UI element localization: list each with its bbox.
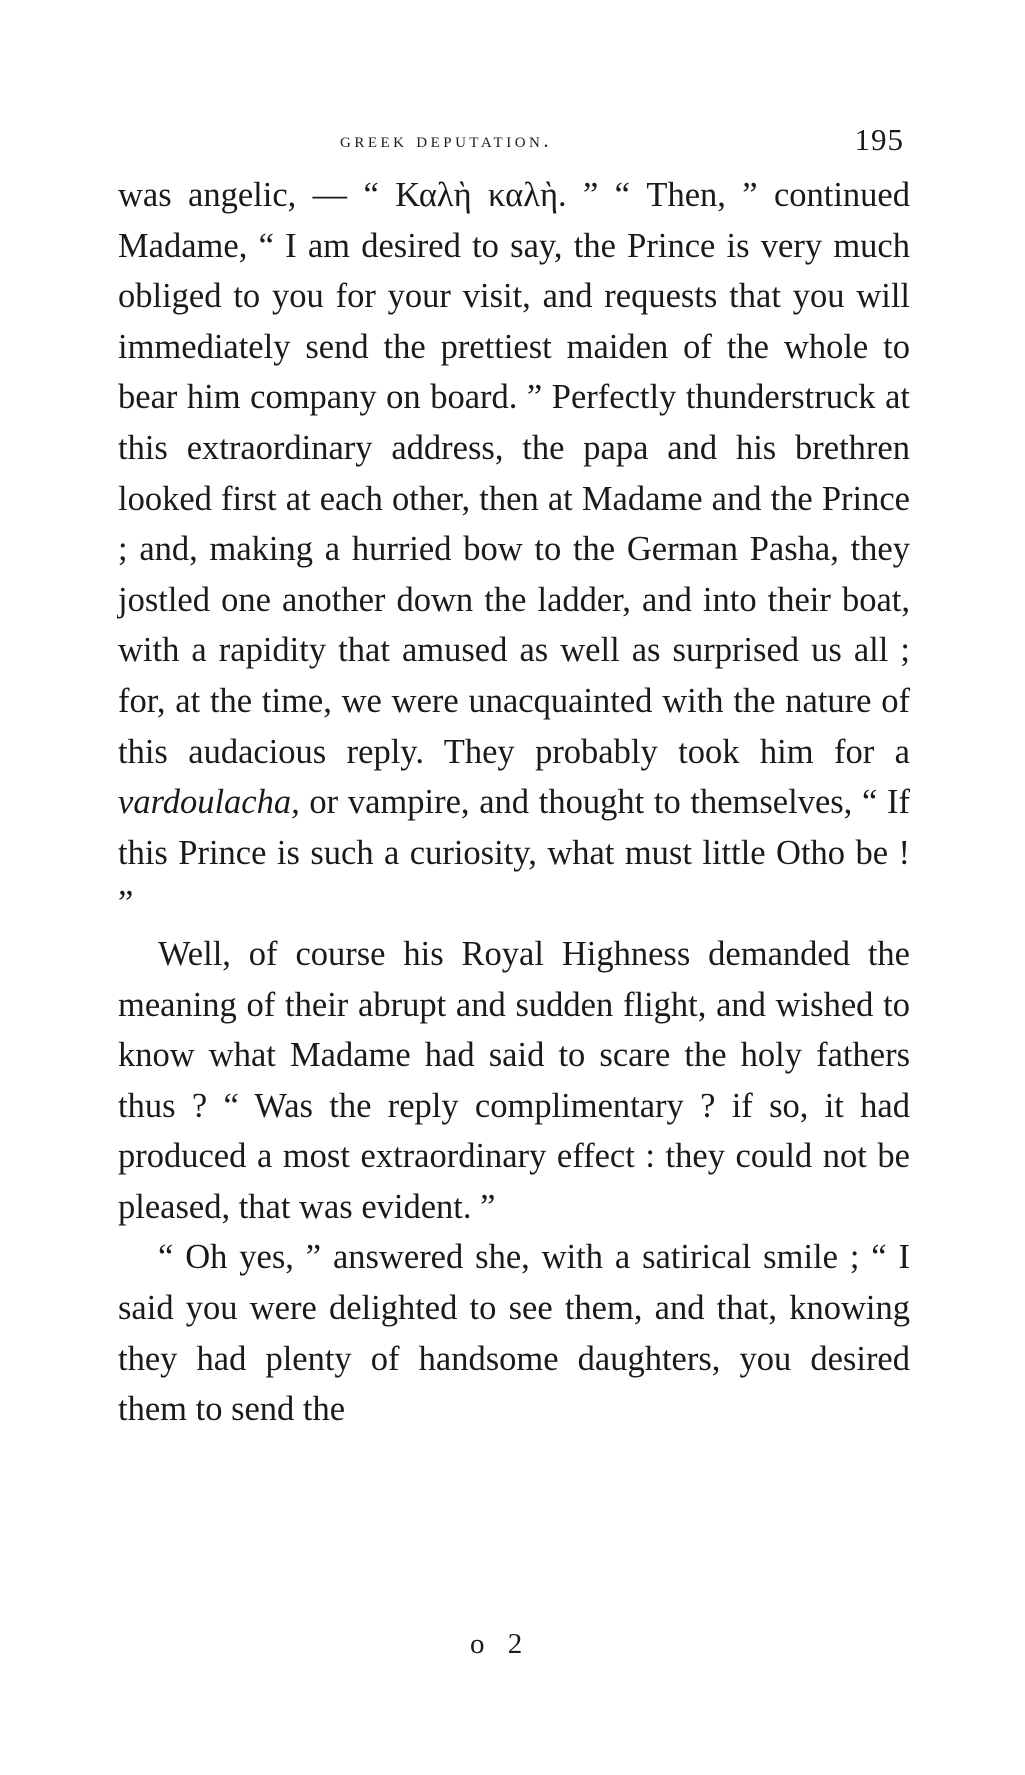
paragraph-2: Well, of course his Royal Highness demanded the meaning of their abrupt and sudden flight, and wished to know what Madame had said to scare the holy fathers thus ? “ Was the reply complimentary ? if so, it had produced a most extraordinary effect : they could not be pleased, that was evident. ”	[118, 934, 910, 1226]
italic-term: vardoulacha,	[118, 783, 300, 822]
running-head	[118, 122, 908, 162]
paragraph-3: “ Oh yes, ” answered she, with a satirical smile ; “ I said you were delighted to see them, and that, knowing they had plenty of handsome daughters, you desired them to send the	[118, 1238, 910, 1429]
paragraph-1	[118, 170, 910, 929]
paragraph-1-tail: or vampire, and thought to themselves, “ If this Prince is such a curiosity, what must little Otho be ! ”	[118, 783, 910, 923]
body-text	[118, 170, 910, 1435]
paragraph-1-text: was angelic, — “ Καλὴ καλὴ. ” “ Then, ” continued Madame, “ I am desired to say, the Prince is very much obliged to you for your visit, and requests that you will immediately send the prettiest maiden of the whole to bear him company on board. ” Perfectly thunderstruck at this extraordinary address, the papa and his brethren looked first at each other, then at Madame and the Prince ; and, making a hurried bow to the German Pasha, they jostled one another down the ladder, and into their boat, with a rapidity that amused as well as surprised us all ; for, at the time, we were unacquainted with the nature of this audacious reply. They probably took him for a	[118, 176, 910, 771]
signature-mark: o 2	[470, 1628, 531, 1660]
running-title: greek deputation.	[340, 128, 553, 152]
page-number: 195	[854, 122, 904, 157]
